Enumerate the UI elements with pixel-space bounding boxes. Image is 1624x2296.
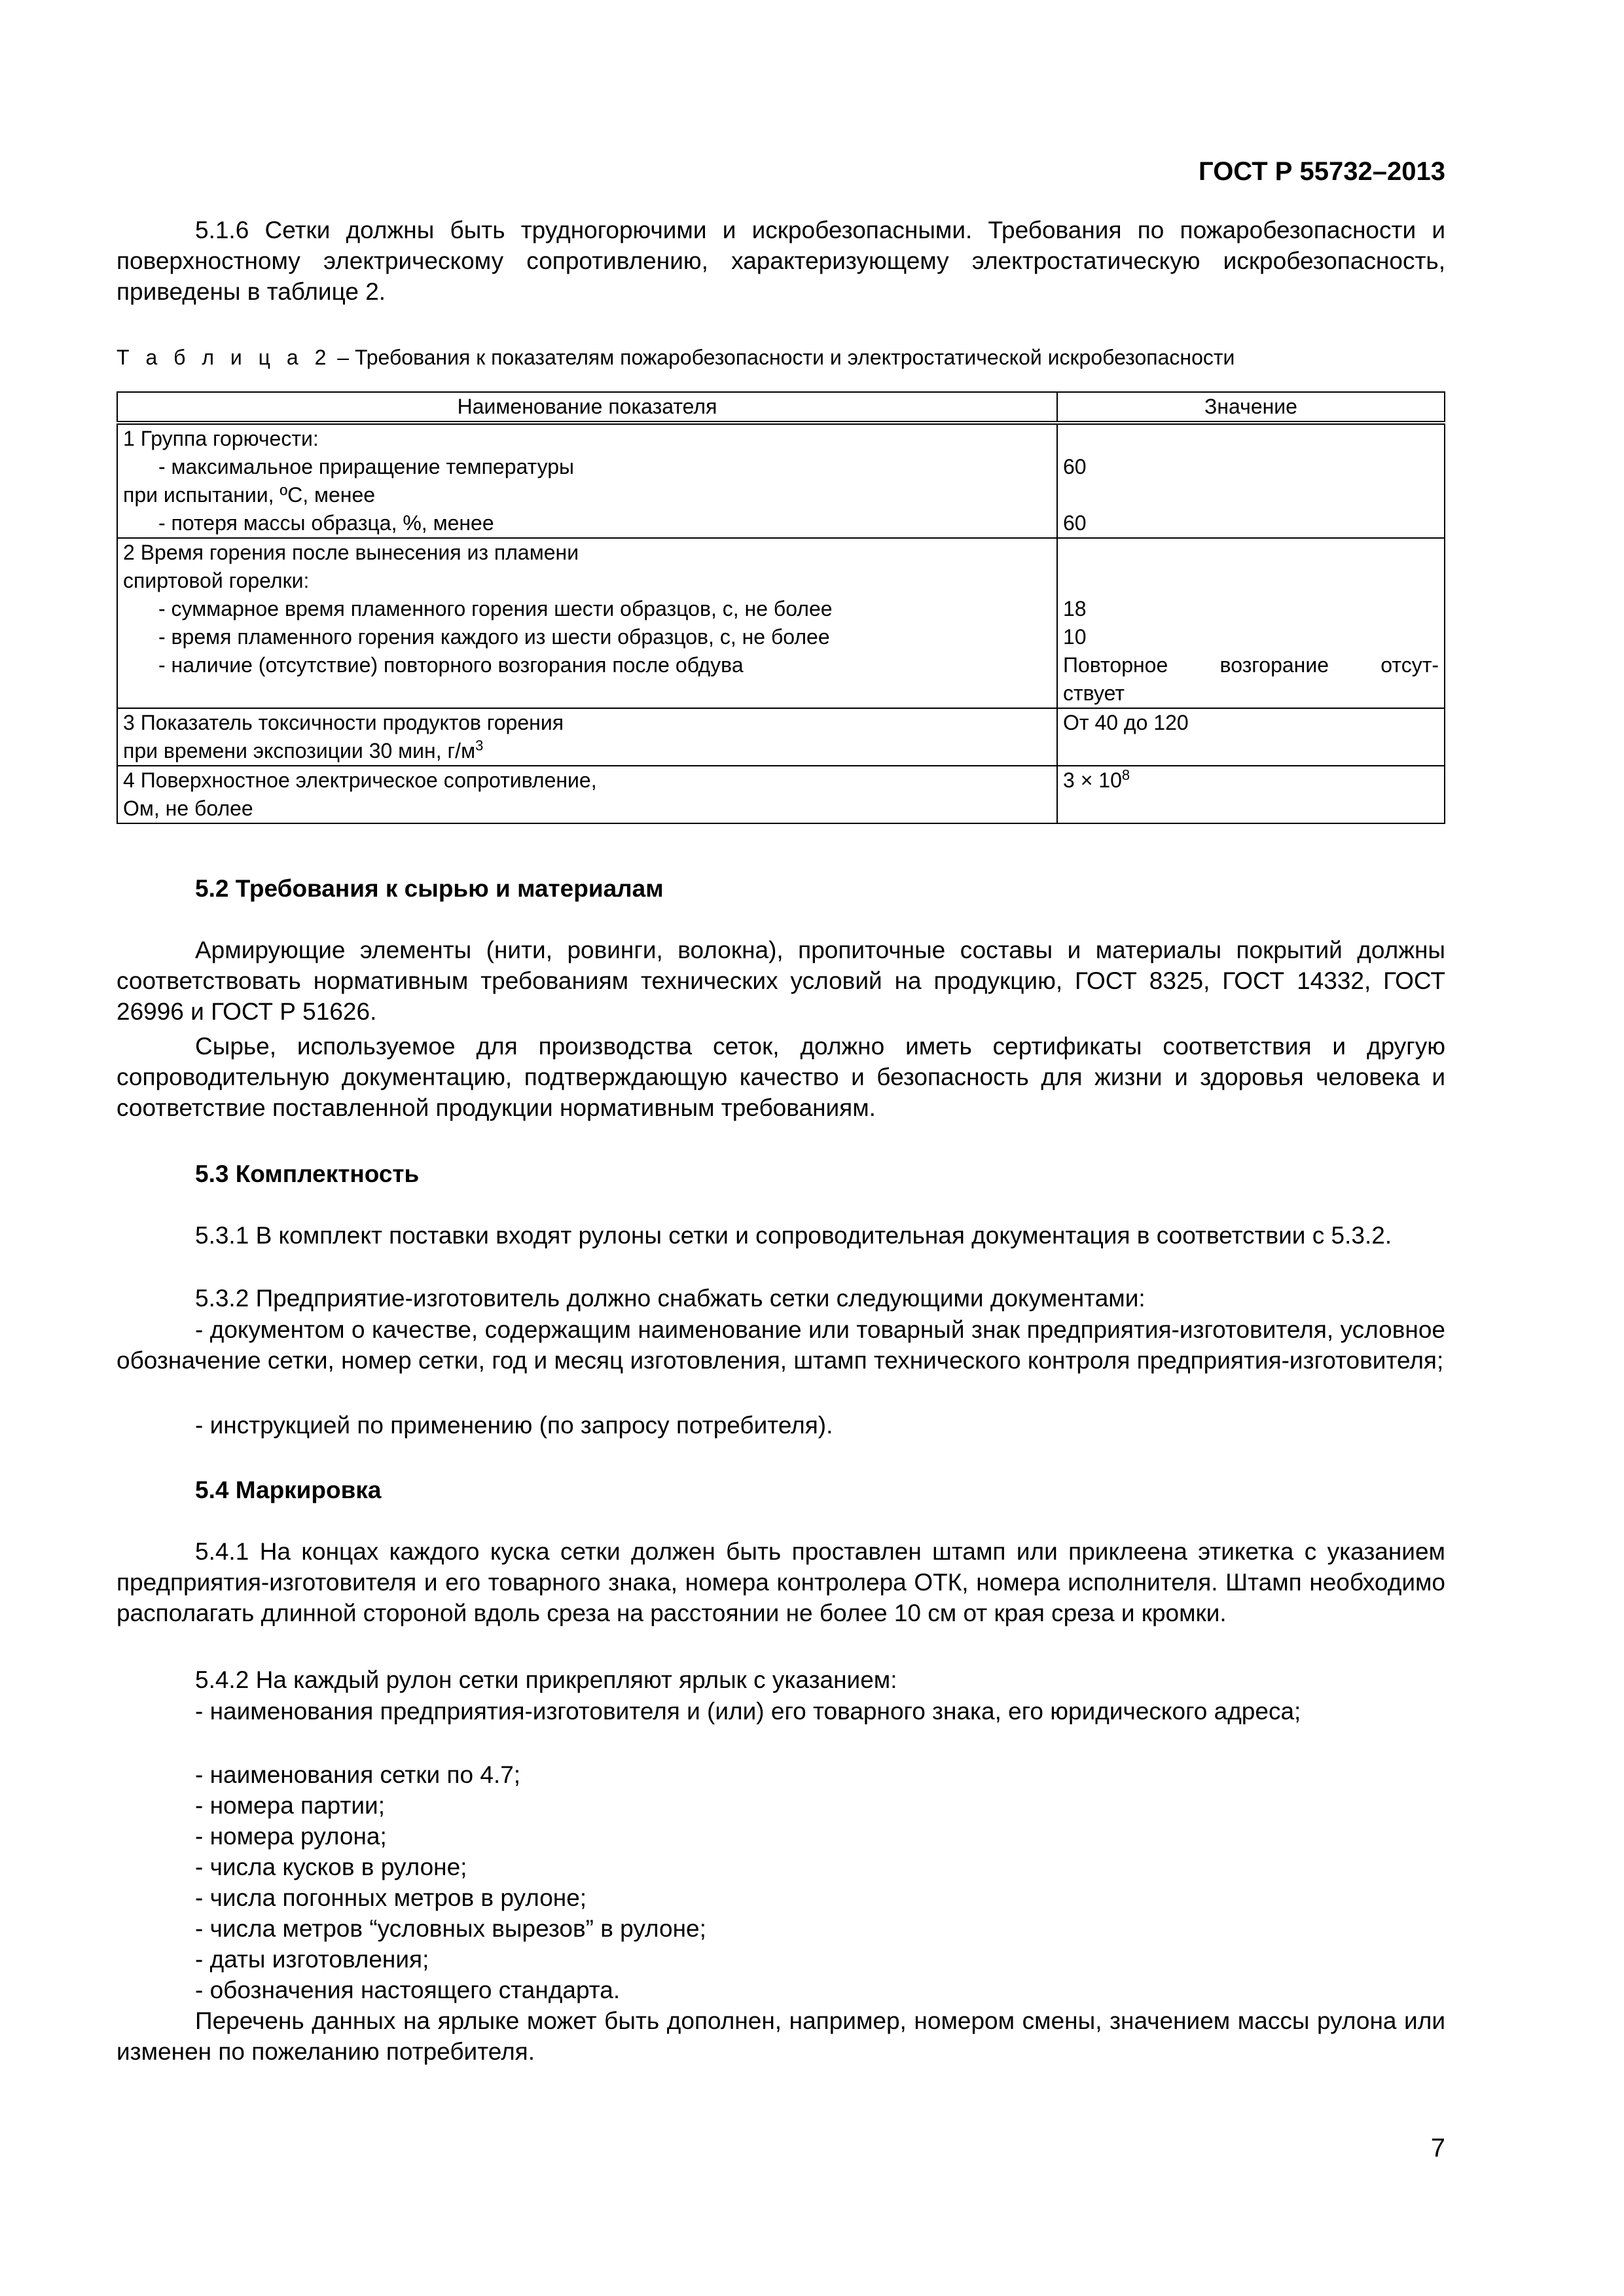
row-3-title-cont <box>123 737 1051 765</box>
row-1-item-a-cont: при испытании, ºС, менее <box>123 483 376 507</box>
list-item: - числа погонных метров в рулоне; <box>195 1884 587 1911</box>
section-5-4-paragraph-2: 5.4.2 На каждый рулон сетки прикрепляют ярлык с указанием: <box>195 1666 897 1693</box>
row-4-value <box>1057 766 1445 823</box>
row-2-value-c-cont: ствует <box>1063 681 1125 705</box>
paragraph-5-1-6: 5.1.6 Сетки должны быть трудногорючими и искробезопасными. Требования по пожаробезопасности и поверхностному электрическому сопротивлению, характеризующему электростатическую искробезопасность, приведены в таблице 2. <box>117 217 1445 305</box>
row-1-value <box>1057 423 1445 538</box>
section-5-3-paragraph-1: 5.3.1 В комплект поставки входят рулоны сетки и сопроводительная документация в соответствии с 5.3.2. <box>195 1222 1392 1249</box>
column-header-value: Значение <box>1057 392 1445 423</box>
list-item: - номера партии; <box>195 1792 386 1819</box>
standard-header: ГОСТ Р 55732–2013 <box>1199 157 1445 186</box>
list-item: - числа метров “условных вырезов” в рулоне; <box>195 1915 706 1942</box>
row-4-name <box>117 766 1057 823</box>
list-item: - наименования сетки по 4.7; <box>195 1761 521 1788</box>
section-5-3-paragraph-2: 5.3.2 Предприятие-изготовитель должно снабжать сетки следующими документами: <box>195 1285 1146 1312</box>
section-5-2-paragraph-1: Армирующие элементы (нити, ровинги, волокна), пропиточные составы и материалы покрытий должны соответствовать нормативным требованиям технических условий на продукцию, ГОСТ 8325, ГОСТ 14332, ГОСТ 26996 и ГОСТ Р 51626. <box>117 937 1445 1025</box>
row-1-name <box>117 423 1057 538</box>
row-2-title: 2 Время горения после вынесения из пламени <box>123 541 579 564</box>
label-items-list <box>195 1759 706 2005</box>
list-item: - даты изготовления; <box>195 1946 429 1973</box>
section-5-3-paragraph-4: - инструкцией по применению (по запросу потребителя). <box>195 1412 833 1439</box>
row-1-value-b: 60 <box>1063 511 1087 535</box>
row-4-title-cont: Ом, не более <box>123 797 253 820</box>
list-item: - числа кусков в рулоне; <box>195 1854 467 1880</box>
row-2-item-c: - наличие (отсутствие) повторного возгорания после обдува <box>158 653 744 677</box>
section-5-3-paragraph-3: - документом о качестве, содержащим наименование или товарный знак предприятия-изготовителя, условное обозначение сетки, номер сетки, год и месяц изготовления, штамп технического контроля предприятия-изготовителя; <box>117 1316 1445 1374</box>
row-3-value: От 40 до 120 <box>1057 708 1445 766</box>
section-5-4-heading: 5.4 Маркировка <box>195 1477 382 1503</box>
row-1-item-b: - потеря массы образца, %, менее <box>158 511 494 535</box>
row-2-name <box>117 538 1057 708</box>
section-5-2-heading: 5.2 Требования к сырью и материалам <box>195 875 664 902</box>
row-3-name <box>117 708 1057 766</box>
row-3-title: 3 Показатель токсичности продуктов горения <box>123 711 564 734</box>
row-4-value-exp: 8 <box>1121 766 1130 783</box>
row-2-item-a: - суммарное время пламенного горения шести образцов, с, не более <box>158 597 833 620</box>
table-caption-text: – Требования к показателям пожаробезопасности и электростатической искробезопасности <box>331 346 1235 369</box>
row-2-value-b: 10 <box>1063 625 1087 649</box>
table-header-row <box>117 392 1445 423</box>
section-5-2-paragraph-2: Сырье, используемое для производства сеток, должно иметь сертификаты соответствия и другую сопроводительную документацию, подтверждающую качество и безопасность для жизни и здоровья человека и соответствие поставленной продукции нормативным требованиям. <box>117 1033 1445 1121</box>
table-caption-prefix: Т а б л и ц а 2 <box>117 346 332 369</box>
list-item: - обозначения настоящего стандарта. <box>195 1977 621 2003</box>
row-3-unit-text: при времени экспозиции 30 мин, г/м <box>123 739 476 762</box>
row-2-title-cont: спиртовой горелки: <box>123 569 310 592</box>
section-5-4-paragraph-4: Перечень данных на ярлыке может быть дополнен, например, номером смены, значением массы рулона или изменен по пожеланию потребителя. <box>117 2007 1445 2065</box>
table-row <box>117 538 1445 708</box>
requirements-table <box>117 391 1445 824</box>
section-5-4-paragraph-3: - наименования предприятия-изготовителя и (или) его товарного знака, его юридического адреса; <box>195 1698 1301 1725</box>
section-5-4-paragraph-1: 5.4.1 На концах каждого куска сетки должен быть проставлен штамп или приклеена этикетка с указанием предприятия-изготовителя и его товарного знака, номера контролера ОТК, номера исполнителя. Штамп необходимо располагать длинной стороной вдоль среза на расстоянии не более 10 см от края среза и кромки. <box>117 1538 1445 1626</box>
row-2-value-c: Повторное возгорание отсут- <box>1063 653 1439 677</box>
section-5-3-heading: 5.3 Комплектность <box>195 1160 420 1187</box>
page-number: 7 <box>1430 2134 1445 2162</box>
table-caption <box>117 344 1445 370</box>
row-1-item-a: - максимальное приращение температуры <box>158 455 575 478</box>
table-row <box>117 766 1445 823</box>
table-row <box>117 708 1445 766</box>
list-item: - номера рулона; <box>195 1823 387 1850</box>
row-2-value-a: 18 <box>1063 597 1087 620</box>
document-page <box>117 0 1445 2296</box>
row-4-value-base: 3 × 10 <box>1063 768 1122 792</box>
row-1-value-a: 60 <box>1063 455 1087 478</box>
column-header-name: Наименование показателя <box>117 392 1057 423</box>
row-1-title: 1 Группа горючести: <box>123 427 319 450</box>
row-2-value <box>1057 538 1445 708</box>
row-3-unit-sup: 3 <box>475 737 484 754</box>
table-row <box>117 423 1445 538</box>
row-2-item-b: - время пламенного горения каждого из шести образцов, с, не более <box>158 625 830 649</box>
row-4-title: 4 Поверхностное электрическое сопротивление, <box>123 768 597 792</box>
